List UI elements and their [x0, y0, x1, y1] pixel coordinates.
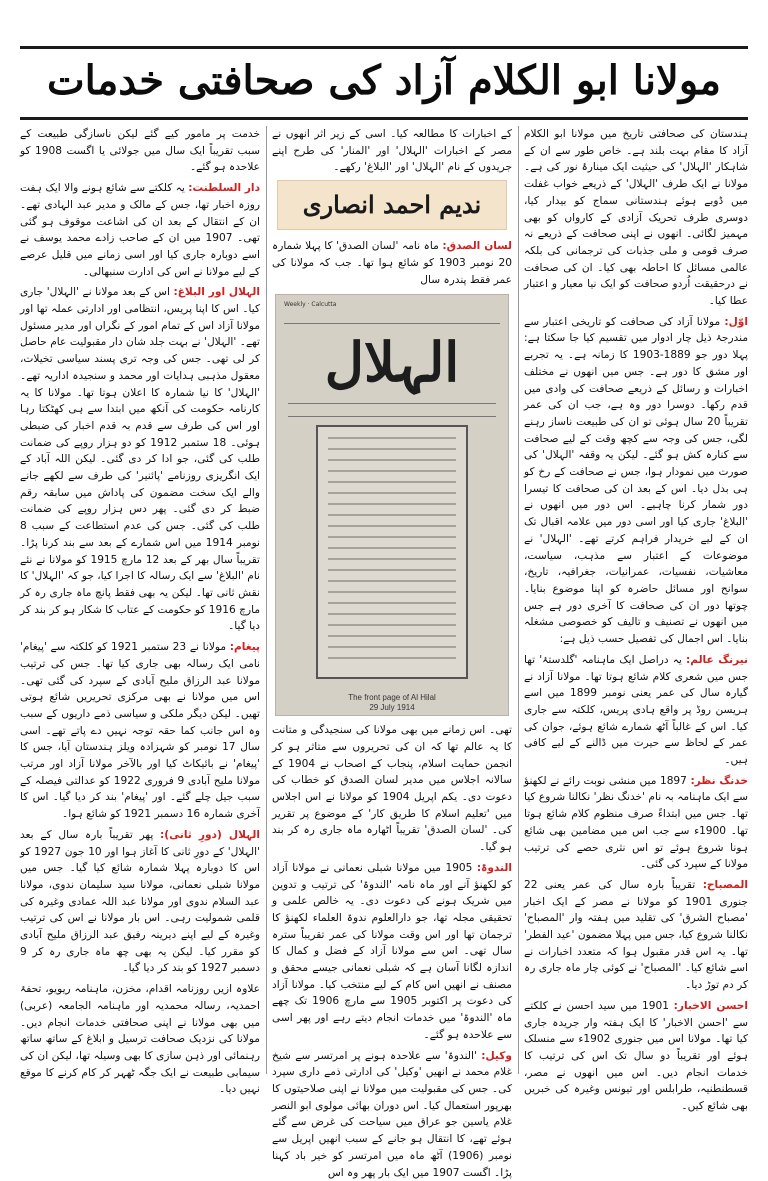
column-right	[524, 126, 749, 1113]
paragraph	[20, 180, 260, 280]
section-text: 1901 میں سید احسن نے کلکتے سے 'احسن الاخبار' کا ایک ہفتہ وار جریدہ جاری کیا تھا۔ مولانا اس میں جنوری 1902ء سے منسلک ہوئے اور تقریباً دو سال تک اس کی ترتیب کا خدمات انجام دیں۔ اس میں انھوں نے مصر، قسطنطنیہ، طرابلس اور تیونس وغیرہ کی خبریں بھی شائع کیں۔	[524, 999, 748, 1113]
paragraph	[20, 827, 260, 977]
newspaper-front-page-image	[275, 294, 509, 716]
section-heading: احسن الاخبار:	[673, 999, 749, 1012]
section-text: ماہ نامہ 'لسان الصدق' کا پہلا شمارہ 20 نومبر 1903 کو شائع ہوا تھا۔ جب کہ مولانا کی عمر فقط پندرہ سال	[272, 240, 512, 286]
section-heading: المصباح:	[702, 878, 749, 891]
paper-text-box	[316, 425, 468, 679]
section-text: تقریباً بارہ سال کی عمر یعنی 22 جنوری 1901 کو مولانا نے مصر کے ایک اخبار 'مصباح الشرق' کی تقلید میں ہفتہ وار 'المصباح' نکالنا شروع کیا، جس میں پہلا مضمون 'عید الفطر' تھا۔ یہ اس قدر مقبول ہوا کہ متعدد اخبارات نے اسے شائع کیا۔ 'المصباح' نے کوئی چار ماہ جاری رہ کر دم توڑ دیا۔	[524, 878, 748, 992]
column-divider	[518, 126, 519, 1074]
section-heading: پیغام:	[229, 641, 260, 654]
section-text: 1905 میں مولانا شبلی نعمانی نے مولانا آزاد کو لکھنؤ آنے اور ماہ نامہ 'الندوۃ' کی ترتیب و تدوین میں شریک ہونے کی دعوت دی۔ یہ خالص علمی و تحقیقی مجلہ تھا، جو دارالعلوم ندوۃ العلماء لکھنؤ کا ترجمان تھا اور اس وقت مولانا کی عمر تقریباً سترہ سال تھی۔ اس سے مولانا آزاد کے فضل و کمال کا اندازہ لگانا آسان ہے کہ شبلی نعمانی جیسے محقق و مصنف نے انھیں اس کام کے لیے منتخب کیا۔ مولانا آزاد کی دعوت پر اکتوبر 1905 سے مارچ 1906 تک چھے ماہ 'الندوۃ' میں خدمات انجام دیتے رہے اور پھر اسی سے علاحدہ ہو گئے۔	[272, 861, 512, 1041]
section-text: 'الندوۃ' سے علاحدہ ہونے پر امرتسر سے شیخ غلام محمد نے انھیں 'وکیل' کی ادارتی ذمے داری سپرد کی۔ جس کی مقبولیت میں مولانا نے اپنی صلاحیتوں کا بھرپور استعمال کیا۔ اس دوران بھائی مولوی ابو النصر غلام یاسین جو عراق میں سیاحت کی غرض سے گئے ہوئے تھے، کا انتقال ہو جانے کے سبب انھیں اپریل سے نومبر (1906) آٹھ ماہ میں امرتسر کو خیر باد کہنا پڑا۔ اگست 1907 میں ایک بار پھر وہ اس	[272, 1049, 513, 1179]
section-heading: دار السلطنت:	[188, 182, 260, 195]
section-text: پھر تقریباً بارہ سال کے بعد 'الہلال' کے دورِ ثانی کا آغاز ہوا اور 10 جون 1927 کو اس کا دوبارہ پہلا شمارہ شائع کیا گیا۔ جس میں مولانا شبلی نعمانی، مولانا سید سلیمان ندوی، مولانا عبد السلام ندوی اور مولانا عبد اللہ عمادی وغیرہ کی قلمی شمولیت رہی۔ اس بار مولانا نے اس کی ترتیب وغیرہ کے لیے اپنے دیرینہ رفیق عبد الرزاق ملیح آبادی کو مقرر کیا۔ لیکن یہ بھی چھ ماہ جاری رہ کر 9 دسمبر 1927 کو بند کر دیا گیا۔	[20, 828, 260, 975]
section-heading: لسان الصدق:	[442, 240, 513, 253]
paragraph	[524, 877, 748, 994]
paragraph	[272, 238, 512, 288]
paragraph: ہندستان کی صحافتی تاریخ میں مولانا ابو الکلام آزاد کا مقام بہت بلند ہے۔ خاص طور سے ان کے شاہکار 'الہلال' کی حیثیت ایک مینارۂ نور کی ہے۔ مولانا نے ایک طرف 'الہلال' کے ذریعے خواب غفلت میں ڈوبے ہوئے ہندستانی سماج کو بیدار کیا، دوسری طرف تحریک آزادی کے کارواں کو بھی مہمیز لگائی۔ انھوں نے اپنی صحافت کے ذریعے نہ صرف قومی و ملی جذبات کی ترجمانی کی بلکہ عالمی مسائل کا احاطہ بھی کیا۔ ان کی صحافت نے درحقیقت اُردو صحافت کو ایک نیا معیار و اعتبار عطا کیا۔	[524, 128, 748, 308]
section-heading: اوّل:	[724, 315, 748, 328]
column-middle	[272, 126, 513, 1179]
paragraph: خدمت پر مامور کیے گئے لیکن ناسازگی طبیعت کے سبب تقریباً ایک سال میں جولائی یا اگست 1908 کو علاحدہ ہو گئے۔	[20, 128, 260, 174]
column-left	[20, 126, 261, 1096]
section-heading: خدنگ نظر:	[690, 774, 748, 787]
section-heading: نیرنگ عالم:	[686, 653, 748, 666]
paragraph	[20, 639, 260, 823]
paper-text-lines	[328, 437, 456, 667]
section-heading: وکیل:	[481, 1049, 512, 1062]
section-text: یہ دراصل ایک ماہنامہ 'گلدستۂ' تھا جس میں شعری کلام شائع ہوتا تھا۔ مولانا آزاد نے گیارہ سال کی عمر یعنی نومبر 1899 میں اسے ہریسن روڈ پر واقع ہادی پریس، کلکتہ سے جاری کیا۔ اس کے غالباً آٹھ شمارے شائع ہوئے، جوان کی عمر کے لحاظ سے حیرت میں ڈالنے کے لیے کافی ہیں۔	[524, 653, 748, 767]
section-heading: الہلال اور البلاغ:	[173, 286, 260, 299]
paragraph	[524, 314, 748, 648]
column-divider	[266, 126, 267, 1074]
image-caption-date: 29 July 1914	[369, 703, 415, 713]
paragraph	[524, 998, 748, 1115]
paper-header-strip: Weekly · Calcutta	[284, 301, 500, 324]
section-heading: الندوۃ:	[476, 861, 512, 874]
paragraph	[524, 773, 748, 873]
paragraph: علاوہ ازیں روزنامہ اقدام، مخزن، ماہنامہ ریویو، تحفۂ احمدیہ، رسالہ محمدیہ اور ماہنامہ الجامعہ (عربی) میں بھی مولانا نے اپنی صحافتی خدمات انجام دیں۔ مولانا کی نزدیک صحافت ترسیل و ابلاغ کے ساتھ ساتھ رہنمائی اور ذہن سازی کا بھی وسیلہ تھا، لیکن ان کی سیمابی طبیعت نے ایک جگہ ٹھہر کر کام کرنے کا موقع نہیں دیا۔	[20, 983, 260, 1096]
section-text: مولانا آزاد کی صحافت کو تاریخی اعتبار سے مندرجۂ ذیل چار ادوار میں تقسیم کیا جا سکتا ہے: پہلا دور جو 1889-1903 کا زمانہ ہے۔ یہ تجربے اور مشق کا دور ہے۔ جس میں انھوں نے مختلف اخبارات و رسائل کے ذریعے صحافت کی وادی میں قدم رکھا۔ دوسرا دور وہ ہے، جب ان کی عمر تقریباً 20 سال ہوئی تو ان کی طبیعت ناساز رہنے لگی، جس کی وجہ سے کچھ وقت کے لیے صحافت سے کنارہ کش ہو گئے۔ لیکن یہ وقفہ 'الہلال' کی صورت میں نمودار ہوا، جس نے صحافت کے رخ کو ہی بدل دیا۔ اس کے بعد ان کی صحافت کا تیسرا دور شمار کرنا چاہیے۔ اس دور میں انھوں نے 'البلاغ' جاری کیا اور اسی دور میں علامہ اقبال تک ان کے لیے خریدار فراہم کرتے تھے۔ 'الہلال' نے موضوعات کے اعتبار سے مذہب، سیاست، معاشیات، نفسیات، عمرانیات، جغرافیہ، تاریخ، سوانح اور مسائل حاضرہ کو اپنا موضوع بنایا۔ چوتھا دور ان کی صحافت کا آخری دور ہے جس میں انھوں نے تصنیف و تالیف کو خصوصی مشغلہ بنایا۔ اس اجمال کی تفصیل حسب ذیل ہے:	[524, 315, 748, 646]
section-heading: الہلال (دورِ ثانی):	[160, 828, 260, 841]
title-underline-rule	[20, 117, 748, 120]
page-title: مولانا ابو الکلام آزاد کی صحافتی خدمات	[47, 57, 721, 104]
paper-masthead: الہلال	[324, 330, 460, 395]
paragraph	[272, 1048, 512, 1181]
top-rule	[20, 46, 748, 49]
section-text: یہ کلکتے سے شائع ہونے والا ایک ہفت روزہ اخبار تھا، جس کے مالک و مدیر عبد الہادی تھے۔ ان کے انتقال کے بعد ان کی اشاعت موقوف ہو گئی تھی۔ 1907 میں ان کے صاحب زادے محمد یوسف نے اسے دوبارہ جاری کیا اور اسی زمانے میں قلیل عرصے کے لیے مولانا نے اس کی ادارت سنبھالی۔	[20, 182, 260, 278]
paragraph: تھی۔ اس زمانے میں بھی مولانا کی سنجیدگی و متانت کا یہ عالم تھا کہ ان کی تحریروں سے متاثر ہو کر انجمن حمایت اسلام، پنجاب کے اصحاب نے 1904 کے سالانہ اجلاس میں مدیر لسان الصدق کو خطاب کی دعوت دی۔ یکم اپریل 1904 کو مولانا نے اس اجلاس میں 'تعلیم اسلام کا طریق کار' کے موضوع پر تقریر کی۔ 'لسان الصدق' تقریباً اٹھارہ ماہ جاری رہ کر بند ہو گیا۔	[272, 724, 512, 854]
author-name-banner: ندیم احمد انصاری	[277, 180, 507, 230]
paragraph: کے اخبارات کا مطالعہ کیا۔ اسی کے زیر اثر انھوں نے مصر کے اخبارات 'الہلال' اور 'المنار' کی طرح اپنے جریدوں کے نام 'الہلال' اور 'البلاغ' رکھے۔	[272, 128, 512, 174]
paper-subheader	[288, 403, 496, 417]
section-text: مولانا نے 23 ستمبر 1921 کو کلکتہ سے 'پیغام' نامی ایک رسالہ بھی جاری کیا تھا۔ جس کی ترتیب مولانا عبد الرزاق ملیح آبادی کے سپرد کی گئی تھی۔ اس میں مولانا نے بھی مرکزی تحریریں شائع ہوتی تھیں۔ لیکن دیگر ملکی و سیاسی ذمے داریوں کے سبب وہ اس جانب کما حقہ توجہ نہیں دے پاتے تھے۔ اسی سال 17 نومبر کو شہزادہ ویلز ہندستان آیا، جس کا 'پیغام' نے بائیکاٹ کیا اور بالآخر مولانا آزاد اور مرتب مولانا ملیح آبادی 9 فروری 1922 کو عدالتی فیصلہ کے سبب جیل چلے گئے۔ اور 'پیغام' بند کر دیا گیا۔ اس کا آخری شمارہ 16 دسمبر 1921 کو شائع ہوا۔	[20, 641, 261, 821]
section-text: اس کے بعد مولانا نے 'الہلال' جاری کیا۔ اس کا اپنا پریس، انتظامی اور ادارتی عملہ تھا اور مولانا آزاد اس کے تمام امور کے نگراں اور مدیر مسئول تھے۔ 'الہلال' نے بہت جلد شان دار مقبولیت عام حاصل کر لی تھی۔ جس کی وجہ تری پسند سیاسی تخیلات، معقول مذہبی ہدایات اور محمد و سنجیدہ اداریہ تھے۔ 'الہلال' کا نیا شمارہ کا اعلان ہوتا تھا۔ مولانا کا یہ کارنامہ حکومت کی آنکھ میں ابتدا سے ہی کھٹکتا رہا اور اس کی طرف سے قدم بہ قدم اخبار کی ضبطی ہوئی۔ 18 ستمبر 1912 کو دو ہزار روپے کی ضمانت طلب کی گئی، جو ادا کر دی گئی۔ لیکن اللہ آباد کے ایک انگریزی روزنامے 'پائنیر' کی طرف سے لکھے جانے والے ایک سخت مضمون کی پاداش میں سابقہ رقم ضبط کر دی گئی۔ پھر دس ہزار روپے کی ضمانت طلب کی گئی۔ جس کی عدم استطاعت کے سبب 8 نومبر 1914 میں اس شمارے کے بعد سے بند کرنا پڑا۔ تقریباً سال بھر کے بعد 12 مارچ 1915 کو مولانا نے نئے نام 'البلاغ' سے ایک رسالہ کا اجرا کیا، جو کہ 'الہلال' کا نقش ثانی تھا۔ لیکن یہ بھی فقط پانچ ماہ جاری رہ کر مارچ 1916 کو حکومت کے عتاب کا شکار ہو کر بند کر دیا گیا۔	[20, 286, 260, 633]
paragraph	[20, 284, 260, 635]
image-caption: The front page of Al Hilal	[348, 693, 436, 703]
paragraph	[272, 860, 512, 1044]
paragraph	[524, 652, 748, 769]
section-text: 1897 میں منشی نوبت رائے نے لکھنؤ سے ایک ماہنامہ بہ نام 'خدنگ نظر' نکالنا شروع کیا تھا۔ جس میں ابتداءً صرف منظوم کلام شائع ہوتا تھا۔ 1900ء سے جب اس میں مضامین بھی شائع ہونا شروع ہوئے تو اس نثری حصے کی ترتیب مولانا کے سپرد کی گئی۔	[524, 774, 748, 871]
